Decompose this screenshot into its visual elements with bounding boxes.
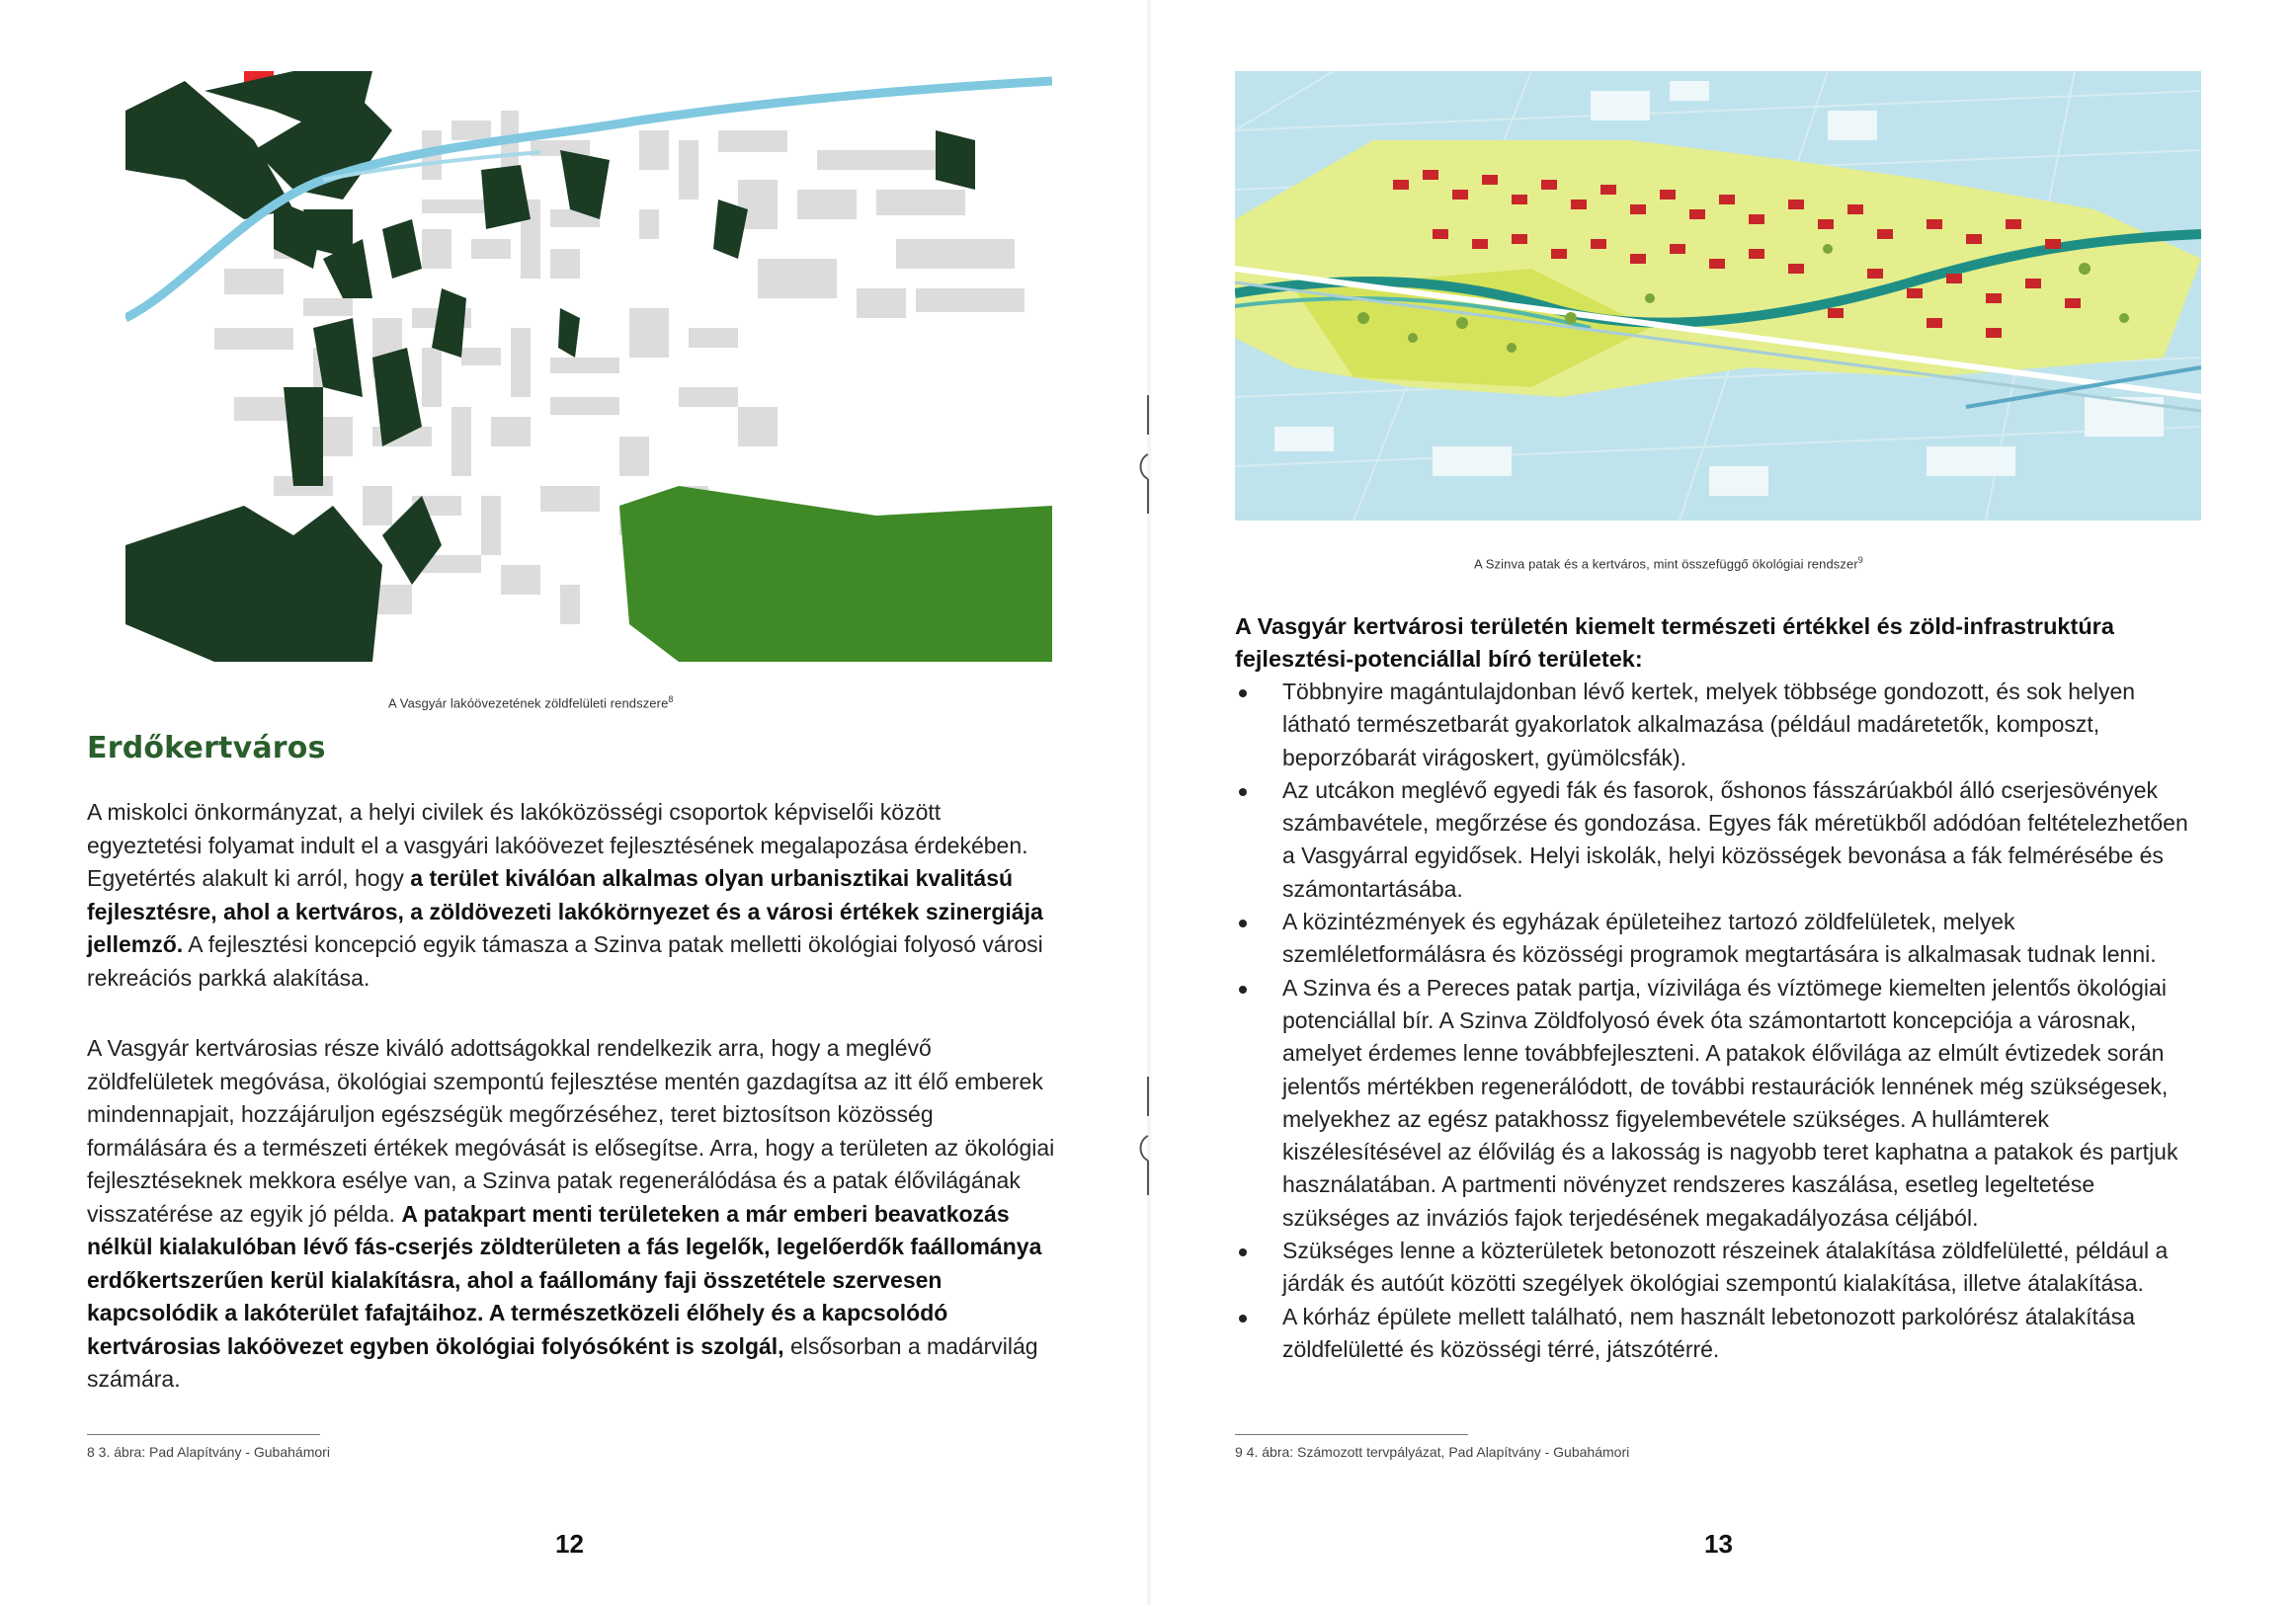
section-title: Erdőkertváros	[87, 731, 326, 765]
isometric-garden-city-illustration	[1235, 71, 2201, 521]
left-figure-caption: A Vasgyár lakóövezetének zöldfelületi rendszere$^8$	[388, 694, 674, 711]
green-area-bullet-list	[1235, 676, 2203, 1366]
green-space-map	[125, 71, 1052, 662]
list-item: Az utcákon meglévő egyedi fák és fasorok, őshonos fásszárúakból álló cserjesövények számbavétele, megőrzése és gondozása. Egyes fák méretükből adódóan feltételezhetően a Vasgyárral egyidősek. Helyi iskolák, helyi közösségek bevonása a fák felmérésébe és számontartásába.	[1235, 774, 2203, 906]
footnote-divider	[87, 1434, 320, 1435]
left-footnote: 8 3. ábra: Pad Alapítvány - Gubahámori	[87, 1444, 330, 1460]
paragraph-2: A Vasgyár kertvárosias része kiváló adottságokkal rendelkezik arra, hogy a meglévő zöldfelületek megóvása, ökológiai szempontú fejlesztése mentén gazdagítsa az itt élő emberek mindennapjait, hozzájáruljon egészségük megőrzéséhez, teret biztosítson közösség formálására és a természeti értékek megóvását is elősegítse. Arra, hogy a területen az ökológiai fejlesztéseknek mekkora esélye van, a Szinva patak regenerálódása és a patak élővilágának visszatérése az egyik jó példa. A patakpart menti területeken a már emberi beavatkozás nélkül kialakulóban lévő fás-cserjés zöldterületen a fás legelők, legelőerdők faállománya erdőkertszerűen kerül kialakításra, ahol a faállomány faji összetétele szervesen kapcsolódik a lakóterület fafajtáihoz. A természetközeli élőhely és a kapcsolódó kertvárosias lakóövezet egyben ökológiai folyósóként is szolgál, elsősorban a madárvilág számára.	[87, 1035, 1055, 1392]
right-heading: A Vasgyár kertvárosi területén kiemelt természeti értékkel és zöld-infrastruktúra fejlesztési-potenciállal bíró területek:	[1235, 613, 2114, 672]
page-number-left: 12	[555, 1529, 584, 1559]
list-item: Többnyire magántulajdonban lévő kertek, melyek többsége gondozott, és sok helyen látható természetbarát gyakorlatok alkalmazása (például madáretetők, komposzt, beporzóbarát virágoskert, gyümölcsfák).	[1235, 676, 2203, 774]
list-item: A Szinva és a Pereces patak partja, vízivilága és víztömege kiemelten jelentős ökológiai potenciállal bír. A Szinva Zöldfolyosó évek óta számontartott koncepciója a városnak, amelyet érdemes lenne továbbfejleszteni. A patakok élővilága az elmúlt évtizedek során jelentős mértékben regenerálódott, de további restaurációk lennének még szükségesek, melyekhez az egész patakhossz figyelembevétele szükséges. A hullámterek kiszélesítésével az élővilág és a lakosság is nagyobb teret kaphatna a patakok és partjuk használatában. A partmenti növényzet rendszeres kaszálása, esetleg legeltetése szükséges az inváziós fajok terjedésének megakadályozása céljából.	[1235, 972, 2203, 1235]
list-item: Szükséges lenne a közterületek betonozott részeinek átalakítása zöldfelületté, például a járdák és autóút közötti szegélyek ökológiai szempontú kialakítása, illetve átalakítása.	[1235, 1235, 2203, 1301]
list-item: A kórház épülete mellett található, nem használt lebetonozott parkolórész átalakítása zöldfelületté és közösségi térré, játszótérré.	[1235, 1301, 2203, 1367]
list-item: A közintézmények és egyházak épületeihez tartozó zöldfelületek, melyek szemléletformálásra és közösségi programok megtartására is alkalmasak tudnak lenni.	[1235, 906, 2203, 972]
paragraph-1: A miskolci önkormányzat, a helyi civilek és lakóközösségi csoportok képviselői között egyeztetési folyamat indult el a vasgyári lakóövezet fejlesztésének megalapozása érdekében. Egyetértés alakult ki arról, hogy a terület kiválóan alkalmas olyan urbanisztikai kvalitású fejlesztésre, ahol a kertváros, a zöldövezeti lakókörnyezet és a városi értékek szinergiája jellemző. A fejlesztési koncepció egyik támasza a Szinva patak melletti ökológiai folyosó városi rekreációs parkká alakítása.	[87, 799, 1043, 991]
right-footnote: 9 4. ábra: Számozott tervpályázat, Pad Alapítvány - Gubahámori	[1235, 1444, 1630, 1460]
page-number-right: 13	[1704, 1529, 1733, 1559]
right-figure-caption: A Szinva patak és a kertváros, mint összefüggő ökológiai rendszer$^9$	[1474, 555, 1863, 572]
footnote-divider	[1235, 1434, 1468, 1435]
